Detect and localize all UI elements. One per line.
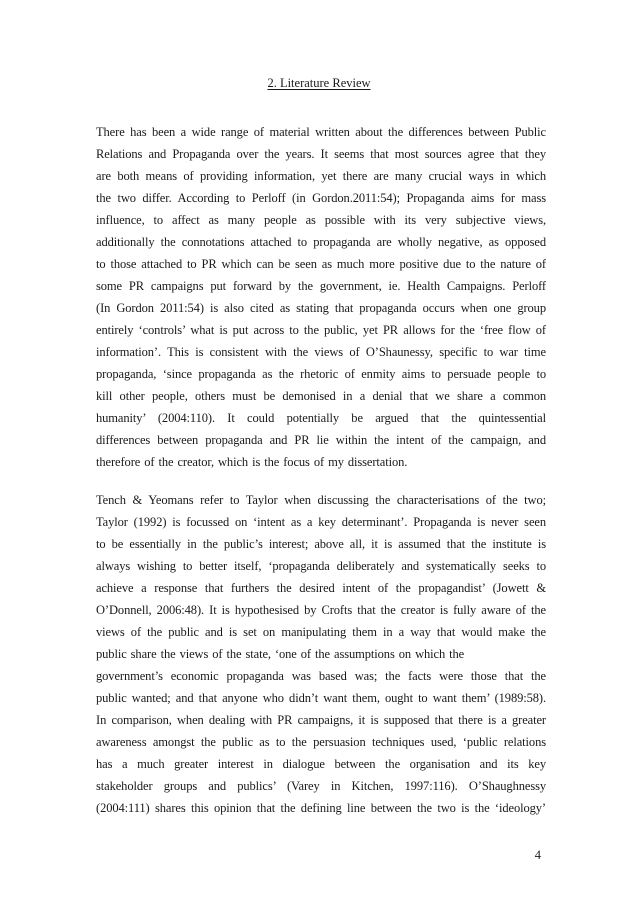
text-line: entirely ‘controls’ what is put across to the public, yet PR allows for the ‘free flow of: [96, 323, 546, 337]
text-line: achieve a response that furthers the desired intent of the propagandist’ (Jowett &: [96, 581, 546, 595]
text-line: stakeholder groups and publics’ (Varey in Kitchen, 1997:116). O’Shaughnessy: [96, 779, 546, 793]
text-line: (In Gordon 2011:54) is also cited as stating that propaganda occurs when one group: [96, 301, 546, 315]
paragraph-2: [96, 489, 546, 819]
text-line: government’s economic propaganda was based was; the facts were those that the: [96, 669, 546, 683]
text-line: awareness amongst the public as to the persuasion techniques used, ‘public relations: [96, 735, 546, 749]
page-number: 4: [534, 848, 541, 862]
text-line: to those attached to PR which can be seen as much more positive due to the nature of: [96, 257, 546, 271]
text-line: kill other people, others must be demonised in a denial that we share a common: [96, 389, 546, 403]
text-line: Taylor (1992) is focussed on ‘intent as a key determinant’. Propaganda is never seen: [96, 515, 546, 529]
text-line: some PR campaigns put forward by the government, ie. Health Campaigns. Perloff: [96, 279, 546, 293]
text-line: the two differ. According to Perloff (in Gordon.2011:54); Propaganda aims for mass: [96, 191, 546, 205]
paragraph-1: [96, 121, 546, 473]
text-line: humanity’ (2004:110). It could potentially be argued that the quintessential: [96, 411, 546, 425]
text-line: influence, to affect as many people as possible with its very subjective views,: [96, 213, 546, 227]
text-line: (2004:111) shares this opinion that the defining line between the two is the ‘ideology’: [96, 801, 546, 815]
text-line: are both means of providing information, yet there are many crucial ways in which: [96, 169, 546, 183]
text-line: Relations and Propaganda over the years. It seems that most sources agree that they: [96, 147, 546, 161]
text-line: views of the public and is set on manipulating them in a way that would make the: [96, 625, 546, 639]
text-line: Tench & Yeomans refer to Taylor when discussing the characterisations of the two;: [96, 493, 546, 507]
text-line: public share the views of the state, ‘one of the assumptions on which the: [96, 647, 465, 661]
text-line: to be essentially in the public’s interest; above all, it is assumed that the institute is: [96, 537, 546, 551]
text-line: There has been a wide range of material written about the differences between Public: [96, 125, 546, 139]
text-line: differences between propaganda and PR lie within the intent of the campaign, and: [96, 433, 546, 447]
text-line: additionally the connotations attached to propaganda are wholly negative, as opposed: [96, 235, 546, 249]
text-line: always wishing to better itself, ‘propaganda deliberately and systematically seeks to: [96, 559, 546, 573]
text-line: propaganda, ‘since propaganda as the rhetoric of enmity aims to persuade people to: [96, 367, 546, 381]
text-line: public wanted; and that anyone who didn’t want them, ought to want them’ (1989:58).: [96, 691, 546, 705]
text-line: therefore of the creator, which is the focus of my dissertation.: [96, 455, 408, 469]
text-line: In comparison, when dealing with PR campaigns, it is supposed that there is a greater: [96, 713, 546, 727]
section-heading: 2. Literature Review: [267, 76, 371, 90]
text-line: O’Donnell, 2006:48). It is hypothesised by Crofts that the creator is fully aware of the: [96, 603, 546, 617]
text-line: information’. This is consistent with the views of O’Shaunessy, specific to war time: [96, 345, 546, 359]
text-line: has a much greater interest in dialogue between the organisation and its key: [96, 757, 546, 771]
